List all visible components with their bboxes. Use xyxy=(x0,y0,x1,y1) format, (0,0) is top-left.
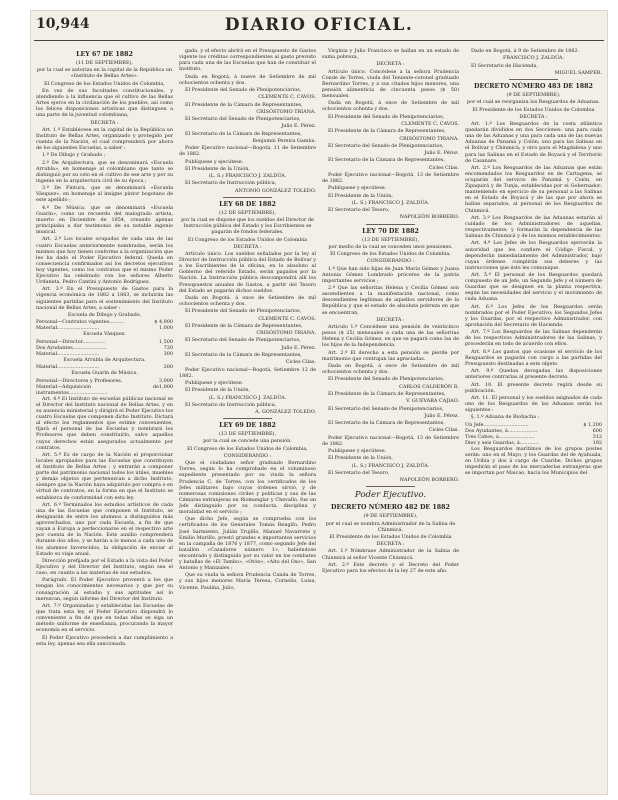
paragraph: El Secretario de Hacienda, xyxy=(471,62,538,69)
paragraph: Art. 3.º En el Presupuesto de Gastos para la vigencia económica de 1882 a 1883, se incluirán las siguientes partidas para el sostenimiento del Instituto nacional de Bellas Artes, a saber : xyxy=(36,286,173,311)
signature: CLEMENTE C. CAVOS. xyxy=(258,315,316,322)
separator xyxy=(366,486,415,487)
paragraph: Art. 6.º Los Jefes de los Resguardos serán nombrados por el Poder Ejecutivo; los Segundos Jefes y los Guardas, por el respectivo Administrador, con aprobación del Secretario de Hacienda. xyxy=(465,303,602,328)
budget-item-amount: 200 xyxy=(163,364,173,371)
paragraph: Art. 2.º Los locales ocupados de cada una de las cuatro Escuelas anteriormente nombradas, serán los mismos que hoy tienen conforme a la organización que les ha dado el Poder Ejecutivo federal. Queda en consecuencia confirmados así los decretos ejecutivos hoy vigentes, como los contratos que el mismo Poder Ejecutivo ha celebrado con los señores Alberto Urdaneta, Pedro Cantini y Antonio Rodríguez. xyxy=(36,236,173,286)
paragraph: Poder Ejecutivo nacional—Bogotá, 13 de Setiembre de 1882. xyxy=(322,171,459,185)
budget-item-amount: 3,000 xyxy=(158,377,173,384)
paragraph: El Presidente de la Cámara de Representantes, xyxy=(185,101,303,108)
signature: CLEMENTE C. CAVOS. xyxy=(401,120,459,127)
law-heading: LEY 67 DE 1882 xyxy=(76,51,133,58)
paragraph: El Secretario de la Cámara de Representantes, xyxy=(328,157,445,164)
signature: Benjamín Pereira Gamba. xyxy=(252,137,316,144)
budget-item-label: Material........................... xyxy=(36,350,100,357)
signature: CRISÓSTOMO TRIANA. xyxy=(256,108,316,115)
signature: Julio E. Pérez. xyxy=(281,344,316,351)
paragraph: Art. 2.º Este decreto y el Decreto del Poder Ejecutivo para los efectos de la ley 27 de este año. xyxy=(322,561,459,574)
signature: Cicles Cilas. xyxy=(428,164,459,171)
paragraph: Art. 8.º Los gastos que ocasione el servicio de los Resguardos se pagarán con cargo a las partidas del Presupuesto destinadas a este objeto. xyxy=(465,348,602,367)
paragraph: Art. 1.º Los Resguardos de la costa atlántica quedarán divididos en dos Secciones: una para cada una de las Aduanas y una para cada una de las nuevas Aduanas de Panamá y Colón; uno para las Salinas en el Bolívar y Chinmicá; y otro para el Magdalena y uno para las Salinas en el Estado de Boyacá y el Territorio de Casanare. xyxy=(465,121,602,164)
signature: NAPOLEÓN BORRERO. xyxy=(399,214,459,221)
paragraph: El Presidente del Senado de Plenipotenciarios, xyxy=(185,308,302,315)
column-3 xyxy=(322,48,459,787)
budget-item-label: Dos Ayudantes...................... xyxy=(36,344,107,351)
paragraph: Dada en Bogotá, á nueve de Setiembre de mil ochocientos ochenta y dos. xyxy=(179,73,316,86)
signature: Cicles Cilas. xyxy=(428,427,459,434)
paragraph: gada, y el efecto abrirá en el Presupuesto de Gastos vigente los créditos correspondientes al gasto previsto para cada una de las Escuelas que han de constituir el Instituto. xyxy=(179,48,316,73)
budget-item-amount: 192 xyxy=(592,440,602,446)
signature: CLEMENTE C. CAVOS. xyxy=(258,94,316,101)
separator xyxy=(223,197,272,198)
centered-line: El Congreso de los Estados Unidos de Colombia, xyxy=(44,80,165,87)
signature: CRISÓSTOMO TRIANA. xyxy=(256,330,316,337)
budget-item-label: Un Jefe............................. xyxy=(465,421,529,428)
budget-item-amount: 300 xyxy=(163,350,173,357)
budget-item-label: Personal—Director............... xyxy=(36,338,106,345)
paragraph: Art. 2.º Los Resguardos de las Aduanas que están encomendados los Resguardos en de Cartagena, se ocuparán del servicio de Panamá y Colón, en Zipaquirá y de Tunja, establecidas por el Gobernador; manteniendo en ejercicio de su personal a las Salinas en el Estado de Boyacá y de las que por ahora se hallan separados, al personal de los Resguardos de Chinmicá. xyxy=(465,164,602,214)
paragraph: Art. 6.º Terminados los estudios artísticos de cada una de las Escuelas que componen el Instituto, se designarán de entre los alumnos a distinguidos más aprovechados, uno por cada Escuela, a fin de que vayan a Europa a perfeccionarse en el respectivo arte por cuenta de la Nación. Este auxilio comprenderá durante dos años, y se harán a lo menos a cada uno de los alumnos favorecidos, la obligación de enviar al Estado su viaje anual. xyxy=(36,501,173,557)
budget-item-amount: $ 4,000 xyxy=(154,319,173,326)
centered-line: DECRETA : xyxy=(90,119,119,126)
paragraph: 3.º De Pintura, que se denominará «Escuela Vásquez», en homenaje al insigne pintor bogotano de este apellido ; xyxy=(36,185,173,204)
budget-item-label: Material........................... xyxy=(36,364,100,371)
signature: Cicles Cilas. xyxy=(285,359,316,366)
centered-line: Escuela Arrubla de Arquitectura. xyxy=(63,356,146,363)
paragraph: Artículo único. Concédese a la señora Prudencia Conde de Torres, viuda del Teniente-coronel graduado Bernardino Torres, y a sus citados hijos menores, una pensión alimenticia de cincuenta pesos ($ 50) mensuales. xyxy=(322,68,459,100)
paragraph: 4.º De Música, que se denominará «Escuela Guarín», como un recuerdo del malogrado artista, muerto en Diciembre de 1854, creando apenas principiaba a dar testimonio de su notable ingenio musical. xyxy=(36,204,173,236)
centered-line: El Congreso de los Estados Unidos de Colombia, xyxy=(187,445,308,452)
paragraph: Art. 10. El presente decreto regirá desde su publicación. xyxy=(465,381,602,394)
newspaper-page xyxy=(30,10,608,795)
paragraph: 1.º Que han sido hijas de Juan María Gómez y Juana Antonia Gómez Lombrado próceres de la patria importantes servicios ; xyxy=(322,265,459,284)
centered-line: CONSIDERANDO : xyxy=(223,453,272,459)
paragraph: Virginia y Julio Francisco se hallan en un estado de suma pobreza, xyxy=(322,48,459,61)
centered-line: (13 DE SEPTIEMBRE), xyxy=(218,431,277,438)
centered-line: CONSIDERANDO : xyxy=(366,258,415,265)
budget-item-label: Dos Ayudantes, á................... xyxy=(465,427,538,434)
signature: MIGUEL SAMPER. xyxy=(554,69,602,76)
paragraph: Art. 5.º Es de cargo de la Nación el proporcionar locales apropiados para las Escuelas que constituyen el Instituto de Bellas Artes ; y entrarán a componer parte del patrimonio nacional todos los útiles, muebles y demás objetos que pertenezcan a dicho Instituto, siempre que la Nación haya adquirido por compra o en virtud de contratos, en la forma en que el Instituto se establezca de conformidad con esta ley. xyxy=(36,451,173,501)
paragraph: Dado en Bogotá, á 9 de Setiembre de 1882. xyxy=(471,48,580,54)
law-heading: LEY 70 DE 1882 xyxy=(362,227,419,235)
centered-line: DECRETA : xyxy=(233,243,262,250)
signature: A. GONZÁLEZ TOLEDO. xyxy=(255,409,316,416)
paragraph: Art. 3.º Los Resguardos de las Aduanas estarán al cuidado de los Administradores de aquellas, respectivamente; y formarán la dependencia de las Salinas de Chinmicá y de los mismos establecimientos. xyxy=(465,214,602,240)
paragraph: Art. 9.º Quedan derogadas las disposiciones anteriores contrarias al presente decreto. xyxy=(465,368,602,381)
budget-item-amount: 312 xyxy=(592,433,602,440)
signature: NAPOLEÓN BORRERO. xyxy=(399,477,459,484)
budget-item-label: Tres Cabos, á....................... xyxy=(465,433,535,440)
centered-line: (L. S.) FRANCISCO J. ZALDÚA. xyxy=(208,173,287,180)
text-columns xyxy=(36,48,602,787)
centered-line: FRANCISCO J. ZALDÚA. xyxy=(502,55,565,62)
centered-line: Escuela de Dibujo y Grabado. xyxy=(67,311,142,318)
centered-line: por medio de la cual se conceden unos pensiones. xyxy=(328,243,453,250)
paragraph: Que su viuda la señora Prudencia Canda de Torres, y sus hijos menores María Teresa, Cornelio, Luisa, Vicente, Paulina, Julio, xyxy=(179,572,316,591)
paragraph: Art. 11. El personal y los sueldos asignados de cada uno de los Resguardos de las Aduanas serán los siguientes : xyxy=(465,394,602,414)
budget-item-amount: $ 1,200 xyxy=(583,421,602,428)
budget-item-amount: 720 xyxy=(163,344,173,351)
law-heading: LEY 68 DE 1882 xyxy=(219,200,276,208)
paragraph: Publíquese y ejecútese. xyxy=(328,448,387,454)
newspaper-title: DIARIO OFICIAL. xyxy=(224,15,414,35)
paragraph: Art. 5.º El personal de los Resguardos quedará compuesto de un Jefe, un Segundo Jefe y el número de Guardas que se designen en la planta respectiva, según las necesidades del servicio y el movimiento de cada Aduana. xyxy=(465,272,602,303)
centered-line: por el cual se reorganiza los Resguardos de Aduanas. xyxy=(467,99,600,106)
paragraph: Publíquese y ejecútese. xyxy=(328,185,387,192)
masthead xyxy=(36,14,602,40)
separator xyxy=(223,418,272,419)
budget-item xyxy=(36,384,173,396)
header-rule xyxy=(34,40,604,41)
paragraph: El Secretario de la Cámara de Representantes, xyxy=(185,130,302,137)
centered-line: por la cual se concede una pensión. xyxy=(203,438,292,445)
paragraph: El Presidente de la Cámara de Representantes, xyxy=(328,128,446,135)
column-1 xyxy=(36,48,173,787)
paragraph: §. 1.º Aduana de Riohacha : xyxy=(471,414,540,421)
paragraph: El Secretario de la Cámara de Representantes, xyxy=(328,420,445,427)
centered-line: por la cual se autoriza en la capital de la República un «Instituto de Bellas Artes». xyxy=(36,67,173,80)
centered-line: (11 DE SEPTIEMBRE), xyxy=(75,60,134,66)
paragraph: Poder Ejecutivo nacional—Bogotá, Setiembre 12 de 1882. xyxy=(179,366,316,379)
signature: Julio E. Pérez. xyxy=(424,150,459,157)
centered-line: (L. S.) FRANCISCO J. ZALDÚA. xyxy=(351,199,430,206)
signature: Julio E. Pérez. xyxy=(424,412,459,419)
paragraph: Art. 2.º El derecho a esta pensión se pierde por matrimonio que contrajan las agraciadas. xyxy=(322,349,459,362)
centered-line: (12 DE SEPTIEMBRE), xyxy=(218,209,277,216)
budget-item-amount: 1,000 xyxy=(158,383,173,390)
paragraph: El Secretario del Senado de Plenipotenciarios, xyxy=(328,142,444,149)
paragraph: El Presidente de la Unión, xyxy=(185,387,250,394)
paragraph: Poder Ejecutivo nacional—Bogotá, 13 de Setiembre de 1882. xyxy=(322,434,459,447)
centered-line: DECRETA : xyxy=(376,316,405,323)
centered-line: El Congreso de los Estados Unidos de Colombia, xyxy=(330,251,451,258)
paragraph: En vez de sus facultades constitucionales, y atendiendo a la influencia que el cultivo de las Bellas Artes ejerce en la civilización de los pueblos, así como los felices disposiciones artísticas que distinguen a una parte de la juventud colombiana, xyxy=(36,87,173,119)
paragraph: Art. 7.º Organizadas y establecidas las Escuelas de que trata esta ley, el Poder Ejecutivo dispondrá lo conveniente a fin de que en todas ellas se siga un método uniforme de enseñanza, procurando la mayor economía en el servicio. xyxy=(36,602,173,634)
column-4 xyxy=(465,48,602,787)
paragraph: El Presidente de la Unión, xyxy=(185,165,250,172)
column-2 xyxy=(179,48,316,787)
paragraph: 2.º De Arquitectura, que se denominará «Escuela Arrubla», en homenaje al colombiano que tanto se distinguió por su celo en el cultivo de ese arte y por su ingenio en la arquitectura civil de su época ; xyxy=(36,159,173,184)
paragraph: Art. 4.º Los Jefes de los Resguardos ejercerán la autoridad que les confiere el Código Fiscal, y dependerán inmediatamente del Administrador, bajo cuyas órdenes cumplirán sus deberes y las instrucciones que éste les comunique. xyxy=(465,240,602,271)
centered-line: DECRETA : xyxy=(376,541,405,548)
paragraph: El Presidente del Senado de Plenipotenciarios, xyxy=(328,113,445,120)
issue-number: 10,944 xyxy=(36,16,90,32)
paragraph: Artículo único. Los sueldos señalados por la ley al Director de Instrucción pública del Estado de Bolívar y a los Escribientes de la oficina, en lo absoluto al Gobierno del referido Estado, serán pagados por la Nación. La Instrucción pública descompondrá allí los Presupuestos anuales de Gastos, a partir del Tesoro del Estado se pagarán dichos sueldos. xyxy=(179,251,316,294)
centered-line: El Congreso de los Estados Unidos de Colombia xyxy=(187,236,308,243)
paragraph: El Secretario del Tesoro, xyxy=(328,469,390,476)
budget-item-label: Personal—Directores y Profesores. xyxy=(36,377,123,384)
paragraph: El Secretario de Instrucción pública, xyxy=(185,401,277,408)
signature: CARLOS CALDERÓN R. xyxy=(399,383,459,390)
paragraph: Los Resguardos marítimos de los grupos postes serán: uno en el Mayo, y los Guardas del de Ayahuala, en Uribia y dos á cargo de Cuaribe. Dichos grupos impedirán el paso de los mercaderías extranjeras que se importan por Maicao, hacia los Municipios del xyxy=(465,446,602,477)
centered-line: El Presidente de los Estados Unidos de Colombia xyxy=(329,533,452,540)
paragraph: El Secretario del Tesoro, xyxy=(328,207,390,214)
signature: V. GUEVARA CAJIAO. xyxy=(406,398,459,405)
law-heading: DECRETO NÚMERO 482 DE 1882 xyxy=(331,504,450,512)
paragraph: El Presidente de la Cámara de Representantes, xyxy=(328,390,446,397)
budget-item-label: Diez y seis Guardas, á............ xyxy=(465,440,539,446)
signature: CRISÓSTOMO TRIANA. xyxy=(399,135,459,142)
budget-item-amount: 1,500 xyxy=(158,338,173,345)
budget-item-label: Material........................... xyxy=(36,325,100,332)
paragraph: El Presidente de la Cámara de Representantes, xyxy=(185,322,303,329)
paragraph: Art. 7.º Los Resguardos de las Salinas dependerán de los respectivos Administradores de las Salinas, y procederán en todo de acuerdo con ellos. xyxy=(465,329,602,348)
paragraph: Art. 4.º El Instituto de escuelas públicas nacional se el Director del Instituto nacional de Bellas Artes, y en su ausencia ministerial y dirigirá el Poder Ejecutivo los cuatro Escuelas que componen dicho Instituto. Dictará al efecto los reglamentos que estime convenientes, fijará el personal de las Escuelas y nombrará los Profesores que deben constituirlo, salvo aquellos cuyos derechos están asegurados actualmente por contratos. xyxy=(36,395,173,451)
paragraph: Publíquese y ejecútese. xyxy=(185,379,244,386)
centered-line: DECRETA : xyxy=(519,113,548,120)
paragraph: El Presidente de la Unión, xyxy=(328,192,393,199)
paragraph: Art. 1.º Nómbrase Administrador de la Salina de Chinmicá al señor Vicente Chinmicá. xyxy=(322,548,459,561)
paragraph: Dada en Bogotá, á once de Setiembre de mil ochocientos ochenta y dos. xyxy=(322,363,459,376)
paragraph: El Poder Ejecutivo procederá a dar cumplimiento a esta ley, apenas sea ella sancionada. xyxy=(36,634,173,647)
paragraph: El Presidente de la Unión, xyxy=(328,455,393,462)
centered-line: (L. S.) FRANCISCO J. ZALDÚA. xyxy=(351,462,430,469)
paragraph: Dada en Bogotá, á once de Setiembre de mil ochocientos ochenta y dos. xyxy=(179,294,316,308)
centered-line: por el cual se nombra Administrador de la Salina de Chinmicá. xyxy=(325,520,456,533)
paragraph: Artículo 1.º Concédese una pensión de veinticinco pesos ($ 25) mensuales a cada una de las señoritas Helena y Cecilia Gómez, en que se pagará como las de los hijos de la Independencia. xyxy=(322,324,459,349)
signature: Julio E. Pérez. xyxy=(281,123,316,130)
paragraph: El Secretario del Senado de Plenipotenciarios, xyxy=(185,337,301,344)
centered-line: por la cual se dispone que los sueldos del Director de Instrucción pública del Estado y los Escribientes se pagarán de fondos federales. xyxy=(181,217,314,236)
centered-line: DECRETA : xyxy=(376,61,405,68)
paragraph: 2.º Que las señoritas Helena y Cecilia Gómez son ascendientes a la manifestación nacional, como descendientes legítimas de aquellos servidores de la República y que el estado de absoluta pobreza en que se encuentran, xyxy=(322,285,459,316)
signature: ANTONIO GONZÁLEZ TOLEDO. xyxy=(234,187,316,194)
paragraph: Publíquese y ejecútese. xyxy=(185,158,244,165)
paragraph: El Presidente del Senado de Plenipotenciarios, xyxy=(185,86,302,93)
separator xyxy=(366,224,415,225)
paragraph: Parágrafo. El Poder Ejecutivo proveerá a los que tengan los conocimientos necesarios y que por su consagración al estudio y sus aptitudes así lo merezcan, según informe del Director del Instituto. xyxy=(36,577,173,602)
centered-line: (L. S.) FRANCISCO J. ZALDÚA. xyxy=(208,394,287,401)
paragraph: El Secretario de Instrucción pública, xyxy=(185,180,277,187)
centered-line: El Presidente de los Estados Unidos de Colombia xyxy=(472,106,595,113)
budget-item-amount: 1,000 xyxy=(158,325,173,332)
paragraph: Que el ciudadano señor graduado Bernardino Torres, según lo ha comprobado en el voluminoso expediente presentado por su viuda la señora Prudencia C. de Torres, con los certificados de los Jefes militares bajo cuyas órdenes sirvió, y de numerosas comisiones civiles y políticas y sus de las Cámaras extranjeras en Riomanglar y Chevallo, fue un Jefe distinguido por su conducta, disciplina y moralidad en el servicio ; xyxy=(179,460,316,516)
paragraph: Que dicho Jefe, según se comprueba con los certificados de los Generales Tomás Rengifo, Pedro José Sarmiento, Julián Trujillo, Manuel Navarrete y Emilio Murillo, prestó grandes e importantes servicios en la campaña de 1876 y 1877, como segundo Jefe del batallón «Cazadores número 1», habiéndose encontrado y distinguido por su valor en los combates y batallas de «El Tambo», «Otón», «Alto del Oso», San Antonio y Manizales ; xyxy=(179,516,316,572)
paragraph: Poder Ejecutivo nacional—Bogotá, 11 de Setiembre de 1882. xyxy=(179,145,316,158)
law-heading: LEY 69 DE 1882 xyxy=(219,422,276,430)
law-heading: DECRETO NÚMERO 483 DE 1882 xyxy=(474,82,593,90)
centered-line: (9 DE SEPTIEMBRE), xyxy=(363,513,418,520)
centered-line: Escuela Vásquez. xyxy=(83,331,126,338)
centered-line: Escuela Guarín de Música. xyxy=(71,370,138,377)
paragraph: El Secretario del Senado de Plenipotenciarios, xyxy=(185,116,301,123)
budget-item-label: Personal—Contratos vigentes.......... xyxy=(36,319,125,326)
paragraph: El Secretario de la Cámara de Representantes, xyxy=(185,352,302,358)
section-title: Poder Ejecutivo. xyxy=(354,490,427,501)
paragraph: Art. 1.º Establécese en la capital de la República un Instituto de Bellas Artes, organizado y protegido por cuenta de la Nación, el cual comprenderá por ahora de los siguientes Escuelas, a saber : xyxy=(36,126,173,152)
separator xyxy=(509,79,558,80)
paragraph: Dirección prefijada por el Estado a la vista del Poder Ejecutivo y del Director del Instituto, según sea el caso, en cuanto a las materias de sus estudios. xyxy=(36,557,173,577)
centered-line: (13 DE SEPTIEMBRE), xyxy=(361,236,420,243)
budget-item-amount: 600 xyxy=(592,427,602,434)
budget-item-label: Material—Adquisición de instrumentos......................... xyxy=(36,383,159,396)
paragraph: 1.º De Dibujo y Grabado ; xyxy=(42,152,106,159)
paragraph: El Presidente del Senado de Plenipotenciarios, xyxy=(328,376,445,383)
paragraph: Dada en Bogotá, á once de Setiembre de mil ochocientos ochenta y dos. xyxy=(322,100,459,113)
centered-line: (9 DE SEPTIEMBRE), xyxy=(506,91,561,98)
paragraph: El Secretario del Senado de Plenipotenciarios, xyxy=(328,405,444,412)
